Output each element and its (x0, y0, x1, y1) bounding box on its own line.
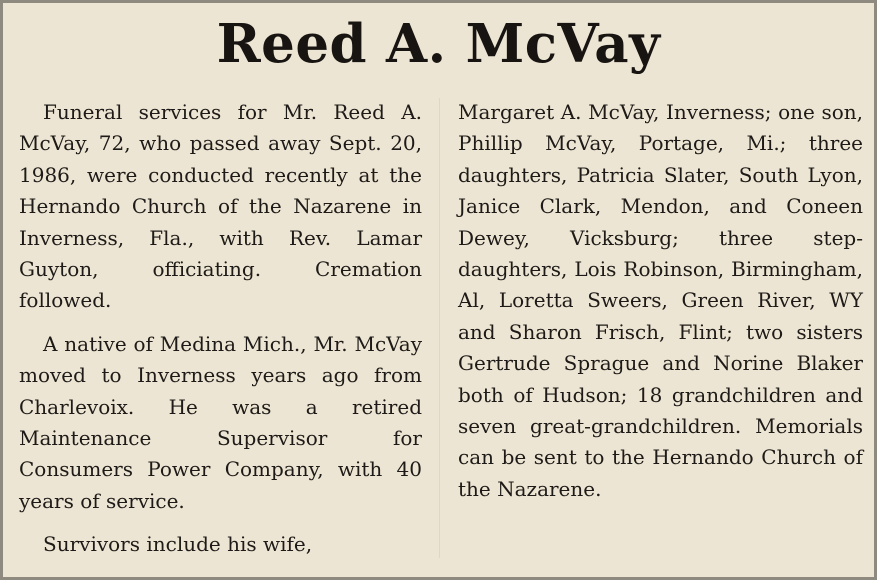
left-column (19, 97, 422, 561)
obituary-clipping (3, 3, 874, 577)
paragraph-survivors-continued: Margaret A. McVay, Inverness; one son, Phillip McVay, Portage, Mi.; three daughters, Patricia Slater, South Lyon, Janice Clark, Mendon, and Coneen Dewey, Vicksburg; three step-daughters, Lois Robinson, Birmingham, Al, Loretta Sweers, Green River, WY and Sharon Frisch, Flint; two sisters Gertrude Sprague and Norine Blaker both of Hudson; 18 grandchildren and seven great-grandchildren. Memorials can be sent to the Hernando Church of the Nazarene. (458, 100, 863, 501)
paragraph-survivors-start: Survivors include his wife, (43, 532, 313, 557)
obituary-title: Reed A. McVay (216, 13, 661, 75)
paragraph-biography: A native of Medina Mich., Mr. McVay moved to Inverness years ago from Charlevoix. He was a retired Maintenance Supervisor for Consumers Power Company, with 40 years of service. (19, 331, 422, 513)
paragraph-funeral-services: Funeral services for Mr. Reed A. McVay, 72, who passed away Sept. 20, 1986, were conducted recently at the Hernando Church of the Nazarene in Inverness, Fla., with Rev. Lamar Guyton, officiating. Cremation followed. (19, 100, 422, 313)
right-column (458, 97, 863, 505)
column-divider (439, 98, 440, 558)
